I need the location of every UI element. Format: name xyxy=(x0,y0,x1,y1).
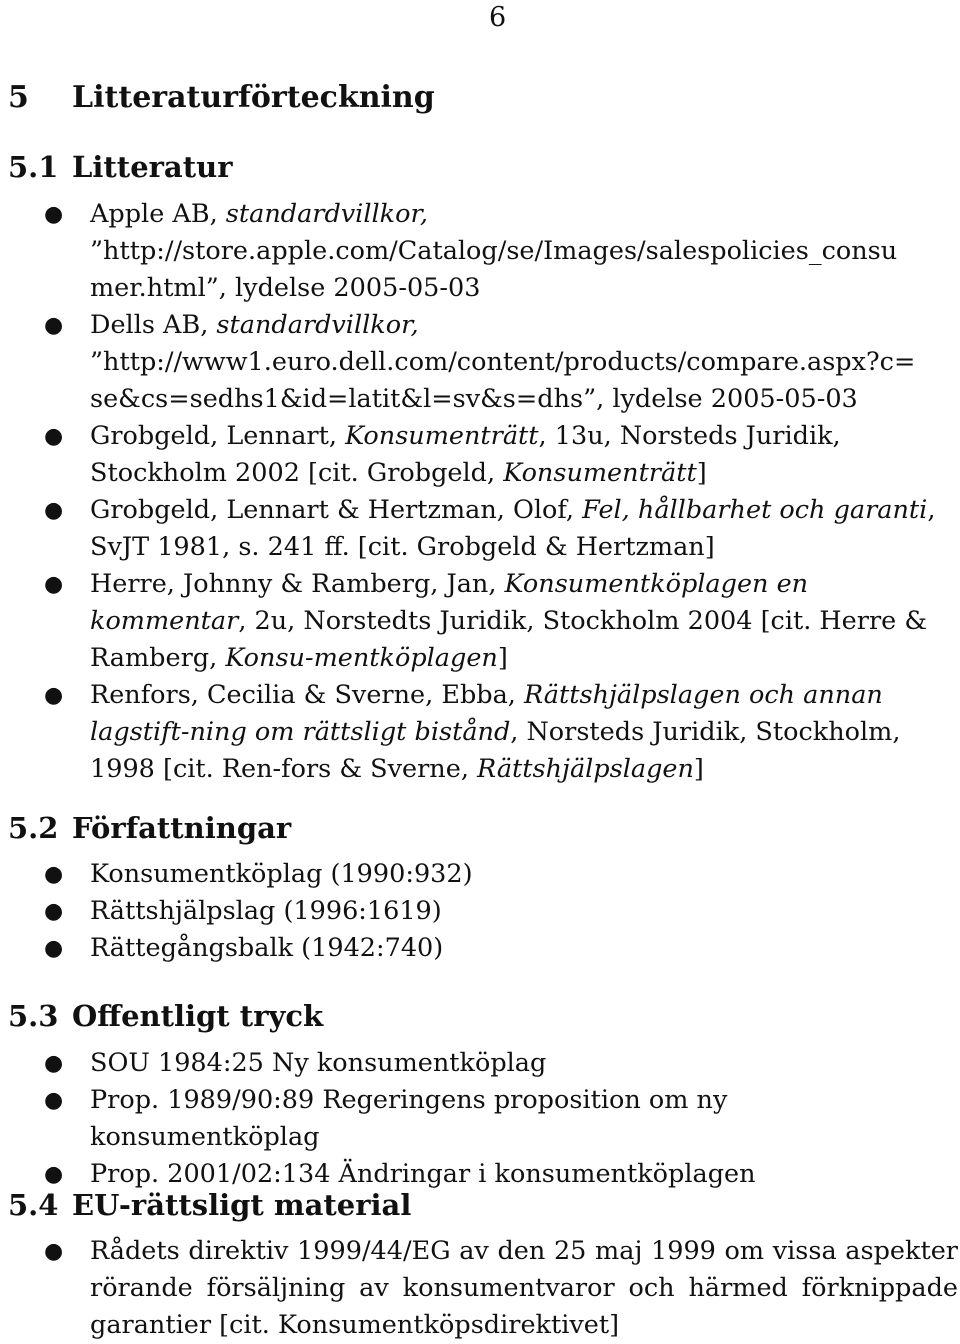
list-item: ● Konsumentköplag (1990:932) xyxy=(0,856,960,893)
bullet-icon: ● xyxy=(44,899,64,924)
url-text: ”http://www1.euro.dell.com/content/products/compare.aspx?c= xyxy=(90,347,916,377)
eu-material-list xyxy=(0,1233,960,1344)
chapter-number: 5 xyxy=(8,80,29,115)
bullet-icon: ● xyxy=(44,572,64,597)
section-heading-forfattningar xyxy=(8,811,291,845)
bullet-icon: ● xyxy=(44,936,64,961)
section-number: 5.1 xyxy=(8,150,59,184)
chapter-title: Litteraturförteckning xyxy=(72,80,435,115)
bullet-icon: ● xyxy=(44,498,64,523)
section-title: EU-rättsligt material xyxy=(72,1188,412,1222)
list-item: ● Prop. 2001/02:134 Ändringar i konsumentköplagen xyxy=(0,1156,960,1193)
section-heading-offentligt-tryck xyxy=(8,999,323,1033)
bullet-icon: ● xyxy=(44,1239,64,1264)
section-heading-litteratur xyxy=(8,150,232,184)
list-item: ● Prop. 1989/90:89 Regeringens proposition om ny konsumentköplag xyxy=(0,1082,960,1156)
section-title: Författningar xyxy=(72,811,292,845)
section-number: 5.2 xyxy=(8,811,59,845)
bullet-icon: ● xyxy=(44,1088,64,1113)
section-number: 5.4 xyxy=(8,1188,59,1222)
page-number: 6 xyxy=(489,2,507,33)
offentligt-tryck-list xyxy=(0,1045,960,1193)
list-item: ● Grobgeld, Lennart & Hertzman, Olof, Fel, hållbarhet och garanti, SvJT 1981, s. 241 ff. [cit. Grobgeld & Hertzman] xyxy=(0,492,960,566)
bullet-icon: ● xyxy=(44,313,64,338)
list-item: ● Dells AB, standardvillkor, ”http://www1.euro.dell.com/content/products/compare.aspx?c= se&cs=sedhs1&id=latit&l=sv&s=dhs”, lydelse 2005-05-03 xyxy=(0,307,960,418)
list-item: ● Rättegångsbalk (1942:740) xyxy=(0,930,960,967)
list-item: ● Renfors, Cecilia & Sverne, Ebba, Rättshjälpslagen och annan lagstift-ning om rättsligt bistånd, Norsteds Juridik, Stockholm, 1998 [cit. Ren-fors & Sverne, Rättshjälpslagen] xyxy=(0,677,960,788)
section-number: 5.3 xyxy=(8,999,59,1033)
section-title: Litteratur xyxy=(72,150,233,184)
bullet-icon: ● xyxy=(44,1162,64,1187)
bullet-icon: ● xyxy=(44,424,64,449)
list-item: ● Herre, Johnny & Ramberg, Jan, Konsumentköplagen en kommentar, 2u, Norstedts Juridik, Stockholm 2004 [cit. Herre & Ramberg, Konsu-mentköplagen] xyxy=(0,566,960,677)
list-item: ● Rådets direktiv 1999/44/EG av den 25 maj 1999 om vissa aspekter rörande försäljning av konsumentvaror och härmed förknippade garantier [cit. Konsumentköpsdirektivet] xyxy=(0,1233,960,1344)
bullet-icon: ● xyxy=(44,1051,64,1076)
bullet-icon: ● xyxy=(44,683,64,708)
url-text: ”http://store.apple.com/Catalog/se/Images/salespolicies_consu xyxy=(90,236,898,266)
list-item: ● Grobgeld, Lennart, Konsumenträtt, 13u, Norsteds Juridik, Stockholm 2002 [cit. Grobgeld, Konsumenträtt] xyxy=(0,418,960,492)
list-item: ● Rättshjälpslag (1996:1619) xyxy=(0,893,960,930)
section-title: Offentligt tryck xyxy=(72,999,324,1033)
section-heading-eu-material xyxy=(8,1188,411,1222)
chapter-heading xyxy=(8,80,435,115)
litteratur-list xyxy=(0,196,960,788)
bullet-icon: ● xyxy=(44,202,64,227)
list-item: ● SOU 1984:25 Ny konsumentköplag xyxy=(0,1045,960,1082)
list-item: ● Apple AB, standardvillkor, ”http://store.apple.com/Catalog/se/Images/salespolicies_consu mer.html”, lydelse 2005-05-03 xyxy=(0,196,960,307)
bullet-icon: ● xyxy=(44,862,64,887)
forfattningar-list xyxy=(0,856,960,967)
